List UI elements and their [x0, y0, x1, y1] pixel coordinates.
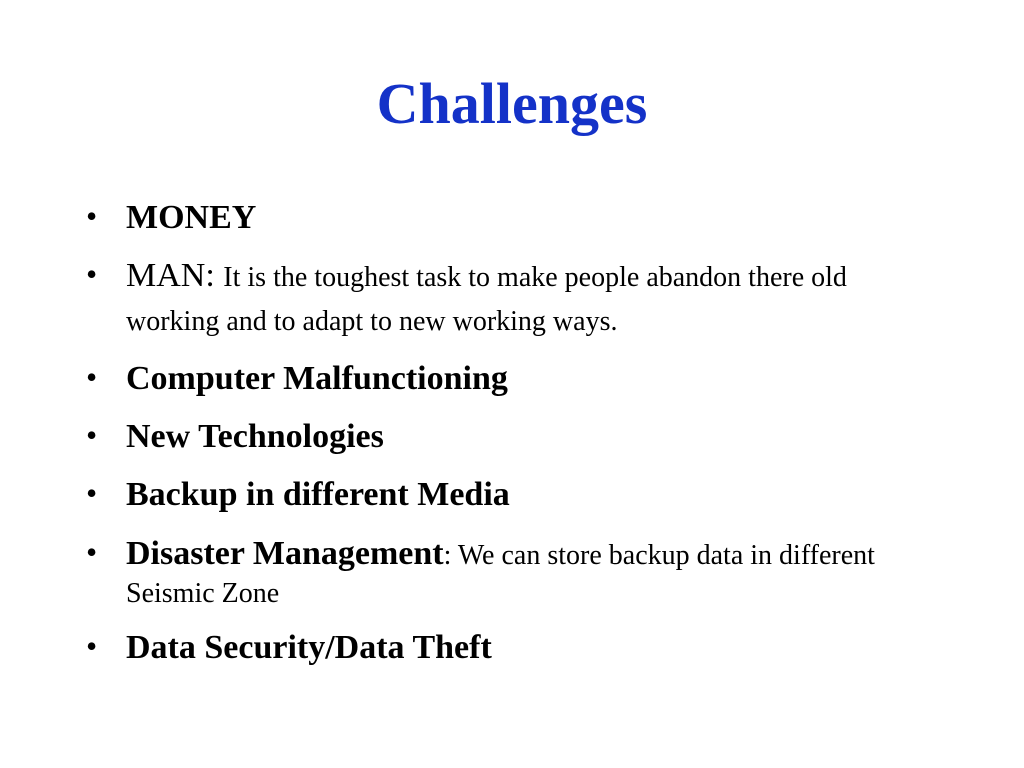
bullet-label: Backup in different Media [126, 476, 510, 514]
bullet-marker: • [86, 198, 98, 234]
bullet-description: It is the toughest task to make people abandon there old working and to adapt to new working ways. [126, 262, 847, 337]
bullet-item-man [86, 254, 936, 343]
bullet-marker: • [86, 417, 98, 454]
bullet-marker: • [86, 475, 98, 512]
bullet-label: MONEY [126, 199, 257, 236]
bullet-marker: • [86, 256, 98, 293]
bullet-marker: • [86, 628, 98, 665]
bullet-list [86, 196, 936, 684]
bullet-item-computer-malfunctioning [86, 357, 936, 401]
bullet-item-disaster-management [86, 532, 936, 613]
slide-title: Challenges [376, 71, 648, 136]
bullet-item-data-security [86, 626, 936, 670]
bullet-label: Data Security/Data Theft [126, 629, 492, 667]
bullet-description: We can store backup data in different Seismic Zone [126, 539, 875, 609]
bullet-label: Disaster Management [126, 534, 444, 572]
bullet-marker: • [86, 533, 98, 570]
bullet-item-backup-media [86, 473, 936, 517]
bullet-label: MAN [126, 257, 206, 295]
bullet-item-money [86, 196, 936, 240]
bullet-separator: : [205, 257, 224, 295]
bullet-marker: • [86, 358, 98, 395]
bullet-separator: : [443, 539, 458, 571]
bullet-item-new-technologies [86, 415, 936, 459]
bullet-label: New Technologies [126, 418, 384, 456]
bullet-label: Computer Malfunctioning [126, 359, 508, 397]
